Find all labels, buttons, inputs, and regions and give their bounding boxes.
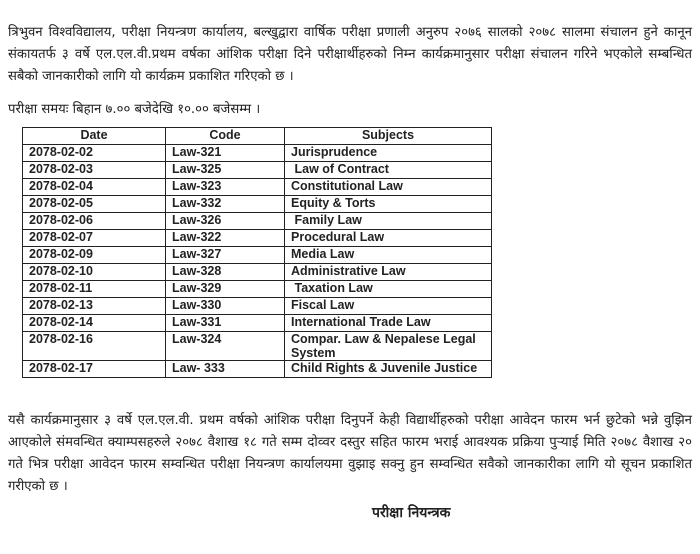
cell-subject: Procedural Law <box>285 230 492 247</box>
cell-subject: Jurisprudence <box>285 145 492 162</box>
cell-code: Law-328 <box>166 264 285 281</box>
cell-code: Law-324 <box>166 332 285 361</box>
table-row <box>23 361 492 378</box>
cell-date: 2078-02-16 <box>23 332 166 361</box>
table-row <box>23 298 492 315</box>
cell-code: Law- 333 <box>166 361 285 378</box>
cell-date: 2078-02-03 <box>23 162 166 179</box>
cell-subject: Child Rights & Juvenile Justice <box>285 361 492 378</box>
cell-date: 2078-02-05 <box>23 196 166 213</box>
table-row <box>23 315 492 332</box>
cell-date: 2078-02-02 <box>23 145 166 162</box>
cell-date: 2078-02-04 <box>23 179 166 196</box>
cell-subject: Equity & Torts <box>285 196 492 213</box>
table-header-row <box>23 128 492 145</box>
table-row <box>23 213 492 230</box>
table-row <box>23 179 492 196</box>
cell-date: 2078-02-06 <box>23 213 166 230</box>
header-code: Code <box>166 128 285 145</box>
cell-subject: Media Law <box>285 247 492 264</box>
header-date: Date <box>23 128 166 145</box>
table-row <box>23 162 492 179</box>
cell-date: 2078-02-11 <box>23 281 166 298</box>
table-row <box>23 332 492 361</box>
table-row <box>23 247 492 264</box>
cell-subject: Family Law <box>285 213 492 230</box>
cell-code: Law-323 <box>166 179 285 196</box>
cell-date: 2078-02-14 <box>23 315 166 332</box>
header-subjects: Subjects <box>285 128 492 145</box>
table-row <box>23 145 492 162</box>
cell-date: 2078-02-09 <box>23 247 166 264</box>
cell-date: 2078-02-13 <box>23 298 166 315</box>
cell-date: 2078-02-07 <box>23 230 166 247</box>
exam-schedule-table <box>22 127 492 378</box>
cell-code: Law-322 <box>166 230 285 247</box>
table-row <box>23 281 492 298</box>
cell-subject: Fiscal Law <box>285 298 492 315</box>
cell-code: Law-332 <box>166 196 285 213</box>
cell-subject: Compar. Law & Nepalese Legal System <box>285 332 492 361</box>
cell-subject: Taxation Law <box>285 281 492 298</box>
cell-subject: Constitutional Law <box>285 179 492 196</box>
cell-code: Law-321 <box>166 145 285 162</box>
cell-code: Law-326 <box>166 213 285 230</box>
table-row <box>23 196 492 213</box>
table-row <box>23 230 492 247</box>
cell-date: 2078-02-10 <box>23 264 166 281</box>
cell-code: Law-329 <box>166 281 285 298</box>
cell-date: 2078-02-17 <box>23 361 166 378</box>
cell-subject: International Trade Law <box>285 315 492 332</box>
cell-code: Law-330 <box>166 298 285 315</box>
cell-code: Law-331 <box>166 315 285 332</box>
exam-time: परीक्षा समयः बिहान ७.०० बजेदेखि १०.०० बजेसम्म । <box>8 102 261 117</box>
cell-subject: Administrative Law <box>285 264 492 281</box>
cell-code: Law-327 <box>166 247 285 264</box>
intro-paragraph: त्रिभुवन विश्वविद्यालय, परीक्षा नियन्त्रण कार्यालय, बल्खुद्वारा वार्षिक परीक्षा प्रणाली अनुरुप २०७६ सालको २०७८ सालमा संचालन हुने कानून संकायतर्फ ३ वर्षे एल.एल.वी.प्रथम वर्षका आंशिक परीक्षा दिने परीक्षार्थीहरुको निम्न कार्यक्रमानुसार परीक्षा संचालन गरिने भएकोले सम्बन्धित सबैको जानकारीको लागि यो कार्यक्रम प्रकाशित गरिएको छ । <box>8 25 692 84</box>
cell-subject: Law of Contract <box>285 162 492 179</box>
notice-paragraph: यसै कार्यक्रमानुसार ३ वर्षे एल.एल.वी. प्रथम वर्षको आंशिक परीक्षा दिनुपर्ने केही विद्यार्थीहरुको परीक्षा आवेदन फारम भर्न छुटेको भन्ने वुझिन आएकोले संमवन्धित क्याम्पसहरुले २०७८ वैशाख १८ गते सम्म दोव्वर दस्तुर सहित फारम भराई आवश्यक प्रक्रिया पुऱ्याई मिति २०७८ वैशाख २० गते भित्र परीक्षा आवेदन फारम सम्वन्धित परीक्षा नियन्त्रण कार्यालयमा वुझाइ सक्नु हुन सम्वन्धित सवैको जानकारीका लागि यो सूचन प्रकाशित गरीएको छ । <box>8 413 692 494</box>
signature: परीक्षा नियन्त्रक <box>372 505 451 521</box>
table-row <box>23 264 492 281</box>
cell-code: Law-325 <box>166 162 285 179</box>
